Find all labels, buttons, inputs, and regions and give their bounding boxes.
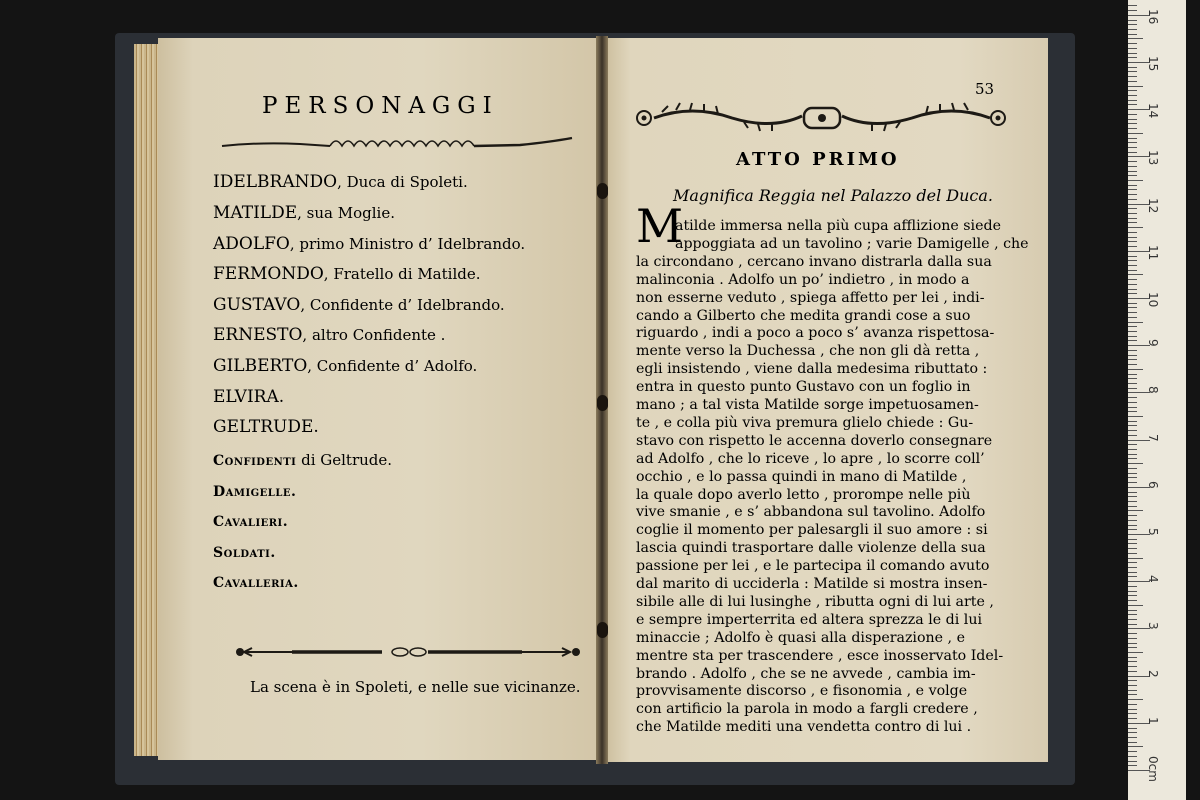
ruler-number: 1 <box>1146 716 1160 725</box>
ruler-tick <box>1128 227 1143 228</box>
ruler-tick <box>1128 732 1137 733</box>
character-entry <box>213 295 505 315</box>
ruler-tick <box>1128 567 1137 568</box>
ruler-tick <box>1128 680 1137 681</box>
character-name: MATILDE <box>213 203 298 223</box>
ruler-tick <box>1128 213 1137 214</box>
ruler-number: 12 <box>1146 197 1160 213</box>
ruler-tick <box>1128 336 1137 337</box>
text-line: brando . Adolfo , che se ne avvede , cambia im- <box>636 665 976 682</box>
ruler-tick <box>1128 657 1137 658</box>
ruler-tick <box>1128 81 1137 82</box>
ruler-tick <box>1128 704 1137 705</box>
character-role: , Confidente d’ Adolfo. <box>307 357 478 375</box>
ruler-tick <box>1128 326 1137 327</box>
ruler-tick <box>1128 175 1137 176</box>
ruler-tick <box>1128 543 1137 544</box>
scene-location-note: La scena è in Spoleti, e nelle sue vicinanze. <box>250 678 581 696</box>
ruler-tick <box>1128 142 1137 143</box>
ruler-tick <box>1128 501 1137 502</box>
text-line: mente verso la Duchessa , che non gli dà retta , <box>636 343 980 360</box>
binding-stitch <box>597 395 608 411</box>
ruler-tick <box>1128 468 1137 469</box>
ruler-tick <box>1128 492 1137 493</box>
character-role: , Confidente d’ Idelbrando. <box>300 296 505 314</box>
ruler-tick <box>1128 614 1137 615</box>
floral-headpiece-ornament <box>632 100 1012 136</box>
ruler-tick <box>1128 166 1137 167</box>
ruler-tick <box>1128 222 1137 223</box>
ruler-tick <box>1128 57 1137 58</box>
ruler-tick <box>1128 694 1137 695</box>
text-line: appoggiata ad un tavolino ; varie Damigelle , che <box>675 235 1029 252</box>
ruler-number: 15 <box>1146 56 1160 72</box>
ruler-tick <box>1128 208 1137 209</box>
ruler-tick <box>1128 525 1137 526</box>
ruler-number: 3 <box>1146 622 1160 631</box>
ruler-tick <box>1128 482 1137 483</box>
character-role: di Geltrude. <box>296 451 393 469</box>
group-name: Confidenti <box>213 453 297 469</box>
ruler-tick <box>1128 293 1137 294</box>
ruler-tick <box>1128 246 1137 247</box>
scene-setting: Magnifica Reggia nel Palazzo del Duca. <box>673 186 994 205</box>
text-line: occhio , e lo passa quindi in mano di Matilde , <box>636 468 967 485</box>
text-line: ad Adolfo , che lo riceve , lo apre , lo scorre coll’ <box>636 450 985 467</box>
character-entry <box>213 417 319 437</box>
ruler-tick <box>1128 572 1137 573</box>
ruler-tick <box>1128 95 1137 96</box>
ruler-number: 8 <box>1146 386 1160 395</box>
character-name: IDELBRANDO <box>213 172 338 192</box>
act-title: ATTO PRIMO <box>736 149 900 170</box>
ruler-tick <box>1128 416 1143 417</box>
character-entry <box>213 264 481 284</box>
ruler-tick <box>1128 256 1137 257</box>
ruler-tick <box>1128 123 1137 124</box>
ruler-tick <box>1128 128 1137 129</box>
text-line: mano ; a tal vista Matilde sorge impetuosamen- <box>636 397 979 413</box>
text-line: vive smanie , e s’ abbandona sul tavolino. Adolfo <box>636 504 986 521</box>
ruler-tick <box>1128 671 1137 672</box>
ruler-tick <box>1128 473 1137 474</box>
ruler-tick <box>1128 586 1137 587</box>
ruler-tick <box>1128 751 1137 752</box>
binding-stitch <box>597 622 608 638</box>
character-role: , sua Moglie. <box>297 204 395 222</box>
text-line: la circondano , cercano invano distrarla dalla sua <box>636 253 992 270</box>
ruler-tick <box>1128 742 1137 743</box>
group-entry <box>213 572 299 592</box>
ruler-tick <box>1128 270 1137 271</box>
character-entry <box>213 234 525 254</box>
ruler-tick <box>1128 322 1143 323</box>
ruler-tick <box>1128 605 1143 606</box>
ruler-tick <box>1128 402 1137 403</box>
ruler-tick <box>1128 171 1137 172</box>
character-entry <box>213 356 477 376</box>
ruler-tick <box>1128 425 1137 426</box>
ruler-tick <box>1128 340 1137 341</box>
ruler-tick <box>1128 652 1143 653</box>
text-line: lascia quindi trasportare dalle violenze della sua <box>636 540 986 557</box>
text-line: malinconia . Adolfo un po’ indietro , in modo a <box>636 271 970 288</box>
binding-stitch <box>597 183 608 199</box>
ruler-tick <box>1128 746 1143 747</box>
ruler-tick <box>1128 274 1143 275</box>
text-line: che Matilde mediti una vendetta contro di lui . <box>636 719 972 736</box>
ruler-number: 11 <box>1146 244 1160 261</box>
ruler-tick <box>1128 449 1137 450</box>
character-entry <box>213 203 395 223</box>
ruler-tick <box>1128 562 1137 563</box>
group-name: Cavalleria. <box>213 575 299 591</box>
text-line: la quale dopo averlo letto , prorompe nelle più <box>636 486 971 503</box>
group-entry <box>213 481 296 501</box>
ruler-number: 4 <box>1146 575 1160 583</box>
ruler-tick <box>1128 463 1143 464</box>
character-name: GILBERTO <box>213 356 308 376</box>
ruler-tick <box>1128 421 1137 422</box>
ruler-tick <box>1128 506 1137 507</box>
text-line: coglie il momento per palesargli il suo amore : si <box>636 522 988 539</box>
ruler-number: 10 <box>1146 292 1160 308</box>
group-entry <box>213 450 392 470</box>
ruler-tick <box>1128 661 1137 662</box>
ruler-tick <box>1128 67 1137 68</box>
ruler-number: 6 <box>1146 480 1160 489</box>
ruler-tick <box>1128 430 1137 431</box>
ruler-tick <box>1128 699 1143 700</box>
ruler-tick <box>1128 496 1137 497</box>
ruler-tick <box>1128 610 1137 611</box>
ruler-number: 14 <box>1146 103 1160 119</box>
ruler-tick <box>1128 237 1137 238</box>
ruler-tick <box>1128 189 1137 190</box>
character-name: ERNESTO <box>213 325 303 345</box>
ruler-tick <box>1128 539 1137 540</box>
character-role: , Fratello di Matilde. <box>323 265 481 283</box>
ruler-tick <box>1128 576 1137 577</box>
ruler-tick <box>1128 350 1137 351</box>
text-line: provvisamente discorso , e fisonomia , e volge <box>636 683 968 700</box>
ruler-number: 7 <box>1146 433 1160 442</box>
ruler-tick <box>1128 407 1137 408</box>
text-line: te , e colla più viva premura glielo chiede : Gu- <box>636 414 974 431</box>
ruler-tick <box>1128 194 1137 195</box>
text-line: entra in questo punto Gustavo con un foglio in <box>636 379 971 396</box>
text-line: riguardo , indi a poco a poco s’ avanza rispettosa- <box>636 325 995 342</box>
ruler-tick <box>1128 666 1137 667</box>
ruler-tick <box>1128 388 1137 389</box>
ruler-tick <box>1128 133 1143 134</box>
ruler-tick <box>1128 756 1137 757</box>
ruler-tick <box>1128 279 1137 280</box>
ruler-tick <box>1128 713 1137 714</box>
ruler-number: 5 <box>1146 528 1160 536</box>
ruler-tick <box>1128 53 1137 54</box>
ruler-tick <box>1128 307 1137 308</box>
ruler-tick <box>1128 737 1137 738</box>
group-name: Cavalieri. <box>213 514 289 530</box>
ruler-tick <box>1128 378 1137 379</box>
ruler-tick <box>1128 397 1137 398</box>
ruler-number: 16 <box>1146 8 1160 25</box>
ruler-tick <box>1128 265 1137 266</box>
text-line: dal marito di ucciderla : Matilde si mostra insen- <box>636 576 988 592</box>
ruler-tick <box>1128 241 1137 242</box>
ruler-tick <box>1128 119 1137 120</box>
ruler-tick <box>1128 647 1137 648</box>
page-edges <box>134 44 160 756</box>
ruler-tick <box>1128 71 1137 72</box>
text-line: stavo con rispetto le accenna doverlo consegnare <box>636 432 993 449</box>
ruler-tick <box>1128 232 1137 233</box>
ruler-tick <box>1128 218 1137 219</box>
ruler-tick <box>1128 761 1137 762</box>
ruler-tick <box>1128 591 1137 592</box>
ruler-tick <box>1128 43 1137 44</box>
ruler-tick <box>1128 34 1137 35</box>
ruler-tick <box>1128 104 1137 105</box>
ruler-tick <box>1128 600 1137 601</box>
ruler-tick <box>1128 458 1137 459</box>
character-name: FERMONDO <box>213 264 324 284</box>
ruler-tick <box>1128 10 1137 11</box>
ruler-unit-label: 0cm <box>1146 756 1160 782</box>
ruler-tick <box>1128 317 1137 318</box>
ruler-tick <box>1128 152 1137 153</box>
text-line: atilde immersa nella più cupa afflizione siede <box>675 218 1001 234</box>
text-line: minaccie ; Adolfo è quasi alla disperazione , e <box>636 629 965 646</box>
ruler-tick <box>1128 76 1137 77</box>
ruler-tick <box>1128 100 1137 101</box>
text-line: egli insistendo , viene dalla medesima ributtato : <box>636 361 988 378</box>
ruler-tick <box>1128 29 1137 30</box>
ruler-tick <box>1128 303 1137 304</box>
ruler-tick <box>1128 718 1137 719</box>
ruler-tick <box>1128 643 1137 644</box>
ruler-tick <box>1128 369 1143 370</box>
measuring-ruler <box>1128 0 1186 800</box>
ruler-tick <box>1128 20 1137 21</box>
character-entry <box>213 387 284 407</box>
ruler-tick <box>1128 185 1137 186</box>
character-name: GELTRUDE. <box>213 417 319 437</box>
ruler-tick <box>1128 765 1137 766</box>
ruler-tick <box>1128 435 1137 436</box>
group-name: Damigelle. <box>213 484 297 500</box>
ruler-tick <box>1128 444 1137 445</box>
group-entry <box>213 542 276 562</box>
ruler-tick <box>1128 260 1137 261</box>
ruler-tick <box>1128 510 1143 511</box>
ruler-tick <box>1128 359 1137 360</box>
ruler-tick <box>1128 284 1137 285</box>
personaggi-title: PERSONAGGI <box>262 93 499 119</box>
drop-cap-letter: M <box>636 199 684 253</box>
ruler-tick <box>1128 24 1137 25</box>
ruler-tick <box>1128 728 1137 729</box>
ruler-tick <box>1128 5 1137 6</box>
ruler-tick <box>1128 624 1137 625</box>
ruler-tick <box>1128 364 1137 365</box>
ruler-tick <box>1128 709 1137 710</box>
ruler-tick <box>1128 374 1137 375</box>
ruler-tick <box>1128 685 1137 686</box>
character-role: , primo Ministro d’ Idelbrando. <box>289 235 526 253</box>
ruler-tick <box>1128 90 1137 91</box>
group-entry <box>213 511 288 531</box>
character-name: ELVIRA. <box>213 387 285 407</box>
text-line: con artificio la parola in modo a fargli credere , <box>636 701 978 718</box>
ruler-tick <box>1128 180 1143 181</box>
ruler-tick <box>1128 520 1137 521</box>
text-line: cando a Gilberto che medita grandi cose a suo <box>636 307 971 324</box>
ruler-tick <box>1128 114 1137 115</box>
ruler-tick <box>1128 638 1137 639</box>
page-number: 53 <box>975 80 995 98</box>
wave-ornament-top <box>220 134 576 154</box>
ruler-tick <box>1128 477 1137 478</box>
character-role: , Duca di Spoleti. <box>337 173 468 191</box>
ruler-tick <box>1128 454 1137 455</box>
ruler-tick <box>1128 48 1137 49</box>
ruler-tick <box>1128 515 1137 516</box>
arrow-ornament-bottom <box>232 642 584 662</box>
ruler-tick <box>1128 558 1143 559</box>
ruler-number: 2 <box>1146 669 1160 678</box>
ruler-tick <box>1128 312 1137 313</box>
ruler-tick <box>1128 529 1137 530</box>
group-name: Soldati. <box>213 545 276 561</box>
character-entry <box>213 172 468 192</box>
ruler-tick <box>1128 383 1137 384</box>
ruler-tick <box>1128 548 1137 549</box>
character-name: GUSTAVO <box>213 295 301 315</box>
ruler-tick <box>1128 411 1137 412</box>
ruler-tick <box>1128 147 1137 148</box>
ruler-number: 9 <box>1146 339 1160 347</box>
ruler-number: 13 <box>1146 150 1160 166</box>
text-line: passione per lei , e le partecipa il comando avuto <box>636 558 990 575</box>
ruler-tick <box>1128 199 1137 200</box>
character-entry <box>213 325 445 345</box>
ruler-tick <box>1128 595 1137 596</box>
ruler-tick <box>1128 690 1137 691</box>
text-line: e sempre imperterrita ed altera sprezza le di lui <box>636 611 983 628</box>
ruler-tick <box>1128 619 1137 620</box>
character-name: ADOLFO <box>213 234 290 254</box>
ruler-tick <box>1128 38 1143 39</box>
text-line: sibile alle di lui lusinghe , ributta ogni di lui arte , <box>636 593 994 610</box>
ruler-tick <box>1128 331 1137 332</box>
ruler-tick <box>1128 355 1137 356</box>
ruler-tick <box>1128 138 1137 139</box>
ruler-tick <box>1128 161 1137 162</box>
ruler-tick <box>1128 289 1137 290</box>
ruler-tick <box>1128 633 1137 634</box>
ruler-tick <box>1128 86 1143 87</box>
ruler-tick <box>1128 553 1137 554</box>
text-line: mentre sta per trascendere , esce inosservato Idel- <box>636 647 1004 664</box>
text-line: non esserne veduto , spiega affetto per lei , indi- <box>636 289 985 306</box>
character-role: , altro Confidente . <box>302 326 446 344</box>
